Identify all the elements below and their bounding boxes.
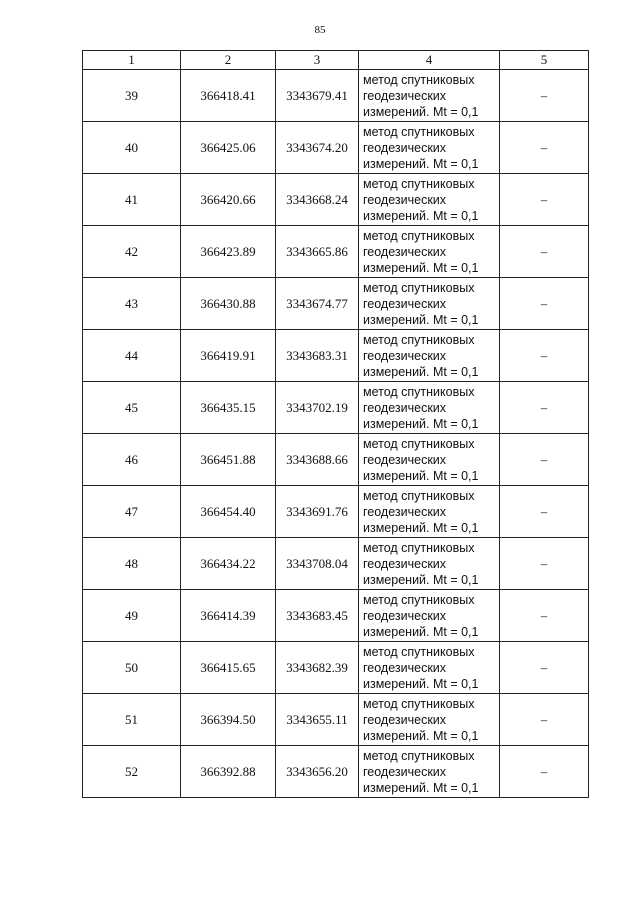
x-coordinate-cell: 366423.89: [181, 226, 276, 278]
x-coordinate-cell: 366415.65: [181, 642, 276, 694]
method-text-line: измерений. Mt = 0,1: [363, 468, 479, 483]
table-row: [83, 330, 589, 382]
method-text-line: метод спутниковых: [363, 436, 475, 451]
method-cell: [359, 278, 500, 330]
x-coordinate-cell: 366435.15: [181, 382, 276, 434]
table-row: [83, 590, 589, 642]
method-text-line: измерений. Mt = 0,1: [363, 208, 479, 223]
table-row: [83, 70, 589, 122]
x-coordinate-cell: 366420.66: [181, 174, 276, 226]
method-cell: [359, 70, 500, 122]
method-text-line: метод спутниковых: [363, 592, 475, 607]
method-text-line: измерений. Mt = 0,1: [363, 104, 479, 119]
method-text-line: геодезических: [363, 712, 447, 727]
method-text-line: геодезических: [363, 192, 447, 207]
method-text-line: метод спутниковых: [363, 176, 475, 191]
method-text-line: геодезических: [363, 88, 447, 103]
method-text-line: измерений. Mt = 0,1: [363, 156, 479, 171]
method-text-line: метод спутниковых: [363, 72, 475, 87]
method-text-line: метод спутниковых: [363, 488, 475, 503]
note-cell: –: [500, 590, 589, 642]
x-coordinate-cell: 366394.50: [181, 694, 276, 746]
method-text-line: измерений. Mt = 0,1: [363, 780, 479, 795]
method-text-line: метод спутниковых: [363, 384, 475, 399]
y-coordinate-cell: 3343683.31: [276, 330, 359, 382]
y-coordinate-cell: 3343665.86: [276, 226, 359, 278]
point-number-cell: 49: [83, 590, 181, 642]
x-coordinate-cell: 366454.40: [181, 486, 276, 538]
method-text-line: геодезических: [363, 504, 447, 519]
table-row: [83, 642, 589, 694]
point-number-cell: 47: [83, 486, 181, 538]
method-text-line: геодезических: [363, 452, 447, 467]
table-row: [83, 122, 589, 174]
method-cell: [359, 382, 500, 434]
note-cell: –: [500, 278, 589, 330]
coordinates-table: [82, 50, 589, 798]
method-text-line: измерений. Mt = 0,1: [363, 312, 479, 327]
method-cell: [359, 330, 500, 382]
point-number-cell: 52: [83, 746, 181, 798]
y-coordinate-cell: 3343708.04: [276, 538, 359, 590]
table-row: [83, 694, 589, 746]
y-coordinate-cell: 3343655.11: [276, 694, 359, 746]
method-text-line: метод спутниковых: [363, 332, 475, 347]
method-text-line: геодезических: [363, 348, 447, 363]
point-number-cell: 46: [83, 434, 181, 486]
point-number-cell: 42: [83, 226, 181, 278]
method-cell: [359, 642, 500, 694]
note-cell: –: [500, 174, 589, 226]
point-number-cell: 41: [83, 174, 181, 226]
point-number-cell: 45: [83, 382, 181, 434]
table-row: [83, 486, 589, 538]
method-text-line: метод спутниковых: [363, 696, 475, 711]
table-row: [83, 434, 589, 486]
page-number: 85: [314, 24, 326, 36]
method-text-line: геодезических: [363, 556, 447, 571]
table-row: [83, 226, 589, 278]
method-cell: [359, 694, 500, 746]
x-coordinate-cell: 366425.06: [181, 122, 276, 174]
method-cell: [359, 538, 500, 590]
table-header-row: [83, 51, 589, 70]
method-text-line: метод спутниковых: [363, 540, 475, 555]
method-text-line: метод спутниковых: [363, 124, 475, 139]
column-header-1: 1: [83, 51, 181, 70]
point-number-cell: 40: [83, 122, 181, 174]
column-header-3: 3: [276, 51, 359, 70]
method-text-line: геодезических: [363, 296, 447, 311]
method-text-line: метод спутниковых: [363, 644, 475, 659]
note-cell: –: [500, 226, 589, 278]
method-cell: [359, 590, 500, 642]
method-text-line: метод спутниковых: [363, 228, 475, 243]
method-text-line: измерений. Mt = 0,1: [363, 520, 479, 535]
point-number-cell: 50: [83, 642, 181, 694]
point-number-cell: 44: [83, 330, 181, 382]
y-coordinate-cell: 3343674.77: [276, 278, 359, 330]
y-coordinate-cell: 3343682.39: [276, 642, 359, 694]
method-cell: [359, 122, 500, 174]
note-cell: –: [500, 330, 589, 382]
method-cell: [359, 434, 500, 486]
column-header-2: 2: [181, 51, 276, 70]
table-body: [83, 70, 589, 798]
method-text-line: измерений. Mt = 0,1: [363, 260, 479, 275]
x-coordinate-cell: 366392.88: [181, 746, 276, 798]
method-text-line: измерений. Mt = 0,1: [363, 624, 479, 639]
table-row: [83, 278, 589, 330]
y-coordinate-cell: 3343683.45: [276, 590, 359, 642]
y-coordinate-cell: 3343674.20: [276, 122, 359, 174]
point-number-cell: 43: [83, 278, 181, 330]
method-text-line: геодезических: [363, 764, 447, 779]
note-cell: –: [500, 746, 589, 798]
table-row: [83, 746, 589, 798]
note-cell: –: [500, 538, 589, 590]
x-coordinate-cell: 366418.41: [181, 70, 276, 122]
table-row: [83, 538, 589, 590]
method-text-line: измерений. Mt = 0,1: [363, 572, 479, 587]
y-coordinate-cell: 3343656.20: [276, 746, 359, 798]
point-number-cell: 51: [83, 694, 181, 746]
method-text-line: измерений. Mt = 0,1: [363, 728, 479, 743]
method-text-line: измерений. Mt = 0,1: [363, 364, 479, 379]
note-cell: –: [500, 382, 589, 434]
column-header-5: 5: [500, 51, 589, 70]
note-cell: –: [500, 486, 589, 538]
method-text-line: метод спутниковых: [363, 280, 475, 295]
note-cell: –: [500, 642, 589, 694]
note-cell: –: [500, 122, 589, 174]
column-header-4: 4: [359, 51, 500, 70]
y-coordinate-cell: 3343702.19: [276, 382, 359, 434]
y-coordinate-cell: 3343691.76: [276, 486, 359, 538]
method-text-line: геодезических: [363, 608, 447, 623]
table-row: [83, 382, 589, 434]
table-row: [83, 174, 589, 226]
method-cell: [359, 174, 500, 226]
point-number-cell: 39: [83, 70, 181, 122]
method-text-line: измерений. Mt = 0,1: [363, 676, 479, 691]
method-text-line: геодезических: [363, 400, 447, 415]
point-number-cell: 48: [83, 538, 181, 590]
method-text-line: геодезических: [363, 140, 447, 155]
note-cell: –: [500, 70, 589, 122]
method-text-line: метод спутниковых: [363, 748, 475, 763]
x-coordinate-cell: 366414.39: [181, 590, 276, 642]
method-cell: [359, 746, 500, 798]
method-cell: [359, 486, 500, 538]
y-coordinate-cell: 3343688.66: [276, 434, 359, 486]
y-coordinate-cell: 3343668.24: [276, 174, 359, 226]
note-cell: –: [500, 694, 589, 746]
note-cell: –: [500, 434, 589, 486]
x-coordinate-cell: 366430.88: [181, 278, 276, 330]
x-coordinate-cell: 366434.22: [181, 538, 276, 590]
y-coordinate-cell: 3343679.41: [276, 70, 359, 122]
x-coordinate-cell: 366419.91: [181, 330, 276, 382]
method-text-line: геодезических: [363, 244, 447, 259]
method-text-line: геодезических: [363, 660, 447, 675]
x-coordinate-cell: 366451.88: [181, 434, 276, 486]
method-text-line: измерений. Mt = 0,1: [363, 416, 479, 431]
method-cell: [359, 226, 500, 278]
